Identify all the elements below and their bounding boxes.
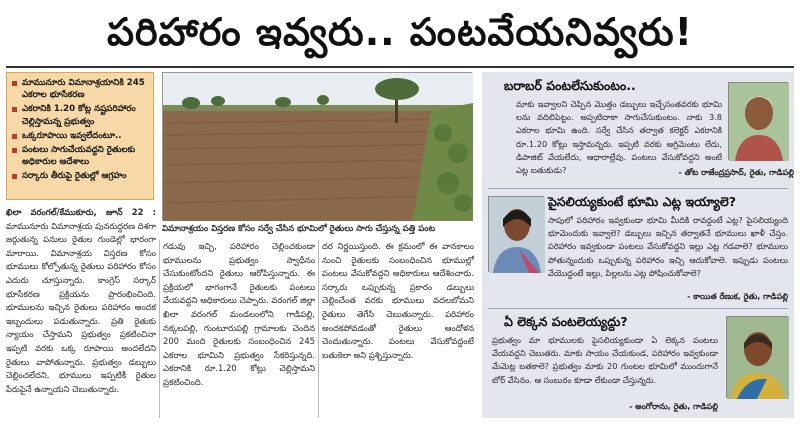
quote-byline: - కాయిత రేణుక, రైతు, గాడిపల్లి xyxy=(687,292,788,301)
article-text: గడువు ఇచ్చి, పరిహారం చెల్లించకుండా భూములను ప్రభుత్వం స్వాధీనం చేసుకుంటోందని రైతులు ఆరోపిస్తున్నారు. ఈ ప్రక్రియలో భాగంగానే రైతులకు పంటలు వేయవద్దని అధికారులు చెప్పారు. వరంగల్ జిల్లా ఖిలా వరంగల్ మండలంలోని గాడిపల్లి, నక్కలపల్లి, గుంటూరుపల్లి గ్రామాలకు చెందిన 200 మంది రైతులకు సంబంధించిన 245 ఎకరాల భూమిని ప్రభుత్వం సేకరిస్తున్నది. ఎకరానికి రూ.1.20 కోట్లు చెల్లిస్తామని ప్రకటించింది. xyxy=(163,241,315,387)
quote-body: ప్రభుత్వం మా భూములకు పైసలియ్యకుండా ఏ లెక్కన పంటలు వేయవద్దని చెబుతరు. మాకు సాయం చేయకుండ, పరిహారం ఇవ్వకుండా మేమెట్ల బతకాలె? ప్రభుత్వం మాకు 20 గుంటల భూమిలో ముందుగానే బోర్ వేసినం. ఆ సంబురం కూడా లేకుండా చేస్తున్నరు. xyxy=(492,335,718,385)
field-photo xyxy=(162,72,472,220)
article-column-2 xyxy=(163,240,315,418)
farmer-portrait-image xyxy=(489,197,545,273)
farmer-portrait-image xyxy=(729,83,789,161)
quote-title: బరాబర్ పంటలేసుకుంటం.. xyxy=(504,78,636,93)
highlight-item: పంటలు సాగుచేయవద్దని రైతులకు అధికారుల ఆదేశాలు xyxy=(12,144,148,168)
highlight-item: సర్కారు తీరుపై రైతుల్లో ఆగ్రహం xyxy=(12,170,148,182)
quote-body: సాపులో పరిహారం ఇవ్వకుండా భూమి మీదికి రావద్దంటే ఎట్ల? పైసలియ్యంది భూమెందుకు ఇవ్వాలె? డబ్బులు ఇచ్చిన తర్వాతనే భూములు ఖాళీ చేస్తం. పరిహారం ఇవ్వకుండా పంటలు వేసుకోవద్దని ఇల్లు ఎట్ల గడవాలె? భూములు పోతున్నందుకు ఒప్పుకున్న పరిహారం ఇచ్చి ఆదుకోవాలె. ఇప్పుడు పంటలు వేయొద్దంటే ఇల్లు, పిల్లలను ఎట్ల పోషించుకోవాలె? xyxy=(548,215,788,278)
dateline: ఖిలా వరంగల్/కేముకూరు, జూన్ 22 : xyxy=(6,207,156,217)
quote-divider xyxy=(488,308,788,309)
article-text: దర నిర్ణయిస్తుంది. ఈ క్రమంలో ఈ వానకాలం నుంచి రైతులకు సంబంధించిన భూముల్లో పంటలు వేసుకోవద్దని అధికారులు ఆదేశించారు. సర్కారు ఒప్పుకున్న ప్రకారం డబ్బులు చెల్లించేంత వరకు భూములు వదలబోమని రైతులు తెగేసి చెబుతున్నారు. పరిహారం అందకపోవడంతో రైతులు ఆందోళన చెందుతున్నారు. పంటలు వేసుకోవద్దంటే బతుకెలా అని ప్రశ్నిస్తున్నారు. xyxy=(322,241,474,360)
highlight-item: ఒక్కరూపాయి ఇవ్వలేదంటూ.. xyxy=(12,130,148,142)
photo-caption: విమానాశ్రయం విస్తరణ కోసం సర్వే చేసిన భూమిలో రైతులు సాగు చేస్తున్న పత్తి పంట xyxy=(162,224,436,234)
quote-item xyxy=(482,76,794,182)
column-divider xyxy=(159,240,160,418)
farmer-portrait xyxy=(488,196,544,272)
farmer-portrait xyxy=(728,82,788,160)
farmer-portrait xyxy=(726,316,788,398)
quote-body: మాకు ఇవ్వాలని చెప్పిన మొత్తం డబ్బులు ఇచ్చేసంతవరకు భూమి లను వదిలిపెట్టం. అప్పటిదాకా సాగుచేసుకుంటం. నాకు 3.8 ఎకరాల భూమి ఉంది. సర్వే చేసిన తర్వాత కలెక్టర్ ఎకరానికి రూ.1.20 కోట్లు ఇస్తామన్నరు. ఇప్పటి వరకు అగ్రిమెంటు లేదు, డిపాజిట్ వేయలేదు, ఆధారాల్లేవు. పంటలు వేసుకోవద్దని అంటే ఎట్ల బతుకుడు? xyxy=(516,99,722,176)
quote-title: ఏ లెక్కన పంటలెయ్యద్దు? xyxy=(504,314,628,329)
highlights-box xyxy=(6,72,154,200)
article-text: మామునూరు విమానాశ్రయ పునరుద్ధరణ దిశగా జర్గుతున్న పనులు రైతుల గుండెల్లో భారంగా మారాయి. విమానాశ్రయ విస్తరణ కోసం భూములు కోల్పోతున్న రైతులు పరిహారం కోసం ఎదురు చూస్తున్నారు. కాంగ్రెస్ సర్కార్ భూసేకరణ ప్రక్రియను ప్రారంభించింది. భూములను ఇచ్చిన రైతులు పరిహారం అందక ఇబ్బందులు పడుతున్నారు. ప్రతి రైతుకు న్యాయం చేస్తామని ప్రభుత్వం ప్రకటించినా ఇప్పటి వరకు ఒక్క రూపాయి అందలేదని రైతులు వాపోతున్నారు. ప్రభుత్వం డబ్బులు చెల్లించలేదని, భూములు ఇప్పటికీ రైతుల పేరుపైనే ఉన్నాయని చెబుతున్నారు. xyxy=(6,220,156,394)
farmer-portrait-image xyxy=(727,317,789,399)
quote-byline: - అంగోరాను, రైతు, గాడిపల్లి xyxy=(629,402,718,411)
quote-title: పైసలియ్యకుంటే భూమి ఎట్ల ఇయ్యాలె? xyxy=(548,194,737,209)
quote-item xyxy=(482,192,794,304)
highlight-item: మామునూరు విమానాశ్రయానికి 245 ఎకరాల భూసేకరణ xyxy=(12,77,148,101)
headline: పరిహారం ఇవ్వరు.. పంటవేయనివ్వరు! xyxy=(106,10,693,54)
field-photo-image xyxy=(163,73,473,221)
headline-rule xyxy=(6,66,794,68)
article-column-1 xyxy=(6,206,156,418)
article-column-3 xyxy=(322,240,474,418)
column-divider xyxy=(318,240,319,418)
quote-item xyxy=(482,312,794,416)
quote-divider xyxy=(488,188,788,189)
highlight-item: ఎకరానికి 1.20 కోట్ల నష్టపరిహారం చెల్లిస్తామన్న ప్రభుత్వం xyxy=(12,103,148,127)
farmer-quotes-panel xyxy=(482,72,794,418)
quote-byline: - తోట రాజేంద్రప్రసాద్, రైతు, గాడిపల్లి xyxy=(678,168,794,177)
